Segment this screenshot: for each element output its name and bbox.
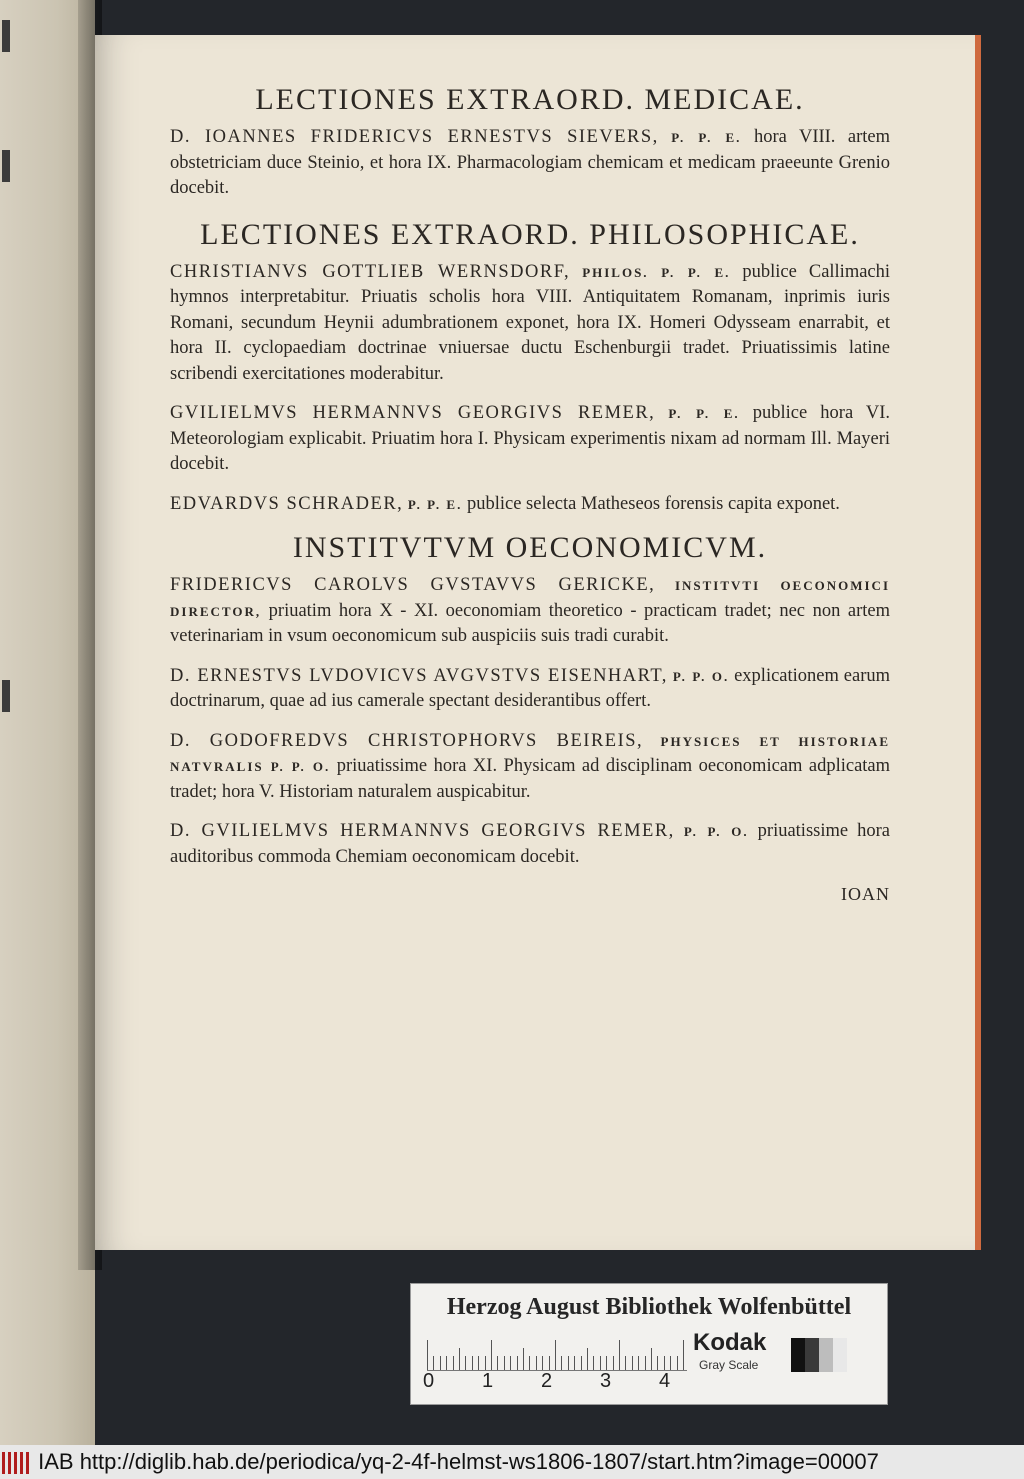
ruler-baseline (427, 1370, 687, 1371)
url-bar (0, 1445, 1024, 1479)
entry-title: PHYSICES ET HISTORIAE NATVRALIS P. P. O. (170, 733, 890, 774)
entry-gericke (170, 573, 890, 650)
ruler-tick (433, 1356, 434, 1370)
kodak-subtitle: Gray Scale (699, 1358, 759, 1372)
ruler-tick (677, 1356, 678, 1370)
ruler-tick (497, 1356, 498, 1370)
gray-swatch (805, 1338, 819, 1372)
ruler-tick (600, 1356, 601, 1370)
ruler-tick (657, 1356, 658, 1370)
ruler-tick (491, 1340, 492, 1370)
entry-title: P. P. O. (683, 824, 749, 839)
gray-swatch (819, 1338, 833, 1372)
ruler-tick (459, 1348, 460, 1370)
entry-text: priuatissime hora auditoribus commoda Chemiam oeconomicam docebit. (170, 821, 891, 867)
ruler-tick (542, 1356, 543, 1370)
library-name: Herzog August Bibliothek Wolfenbüttel (446, 1294, 852, 1320)
entry-name: FRIDERICVS CAROLVS GVSTAVVS GERICKE, (170, 575, 656, 595)
ruler-tick (619, 1340, 620, 1370)
ruler-tick (581, 1356, 582, 1370)
page-content (170, 83, 890, 905)
library-label-card (410, 1283, 888, 1405)
entry-name: D. GVILIELMVS HERMANNVS GEORGIVS REMER, (170, 821, 675, 841)
ruler-tick (606, 1356, 607, 1370)
ruler-tick (638, 1356, 639, 1370)
entry-name: CHRISTIANVS GOTTLIEB WERNSDORF, (170, 261, 571, 282)
ruler-tick (555, 1340, 556, 1370)
entry-remer-chemistry (170, 819, 890, 870)
ruler-tick (536, 1356, 537, 1370)
scale-number: 0 (423, 1370, 435, 1392)
entry-text: hora VIII. artem obstetriciam duce Steinio, et hora IX. Pharmacologiam chemicam et medicam praeeunte Grenio docebit. (170, 127, 891, 198)
entry-title: P. P. E. (668, 406, 740, 421)
scan-mark (2, 680, 10, 712)
entry-name: D. IOANNES FRIDERICVS ERNESTVS SIEVERS, (170, 127, 659, 147)
entry-wernsdorf (170, 260, 890, 388)
entry-title: P. P. O. (672, 668, 730, 684)
ruler-tick (472, 1356, 473, 1370)
ruler-tick (593, 1356, 594, 1370)
ruler-tick (440, 1356, 441, 1370)
scale-number: 1 (482, 1370, 494, 1392)
ruler-tick (446, 1356, 447, 1370)
ruler-tick (651, 1348, 652, 1370)
gray-swatch (791, 1338, 805, 1372)
ruler-tick (645, 1356, 646, 1370)
section-heading-philosophicae: LECTIONES EXTRAORD. PHILOSOPHICAE. (200, 217, 860, 251)
document-page (95, 35, 981, 1250)
entry-remer-physics (170, 401, 890, 478)
ruler-tick (549, 1356, 550, 1370)
entry-title: INSTITVTI OECONOMICI DIRECTOR, (170, 578, 891, 619)
entry-name: GVILIELMVS HERMANNVS GEORGIVS REMER, (170, 403, 656, 423)
ruler-tick (664, 1356, 665, 1370)
entry-title: P. P. E. (671, 130, 742, 145)
section-heading-oeconomicum: INSTITVTVM OECONOMICVM. (292, 531, 768, 564)
entry-beireis (170, 729, 890, 806)
ruler-tick (670, 1356, 671, 1370)
gray-swatch (833, 1338, 847, 1372)
ruler-tick (529, 1356, 530, 1370)
ruler-tick (510, 1356, 511, 1370)
ruler-tick (683, 1340, 684, 1370)
ruler-tick (523, 1348, 524, 1370)
ruler-tick (568, 1356, 569, 1370)
entry-name: D. ERNESTVS LVDOVICVS AVGVSTVS EISENHART, (170, 665, 668, 686)
scale-number: 2 (541, 1370, 553, 1392)
ruler-tick (625, 1356, 626, 1370)
entry-name: EDVARDVS SCHRADER, (170, 493, 404, 514)
ruler-tick (613, 1356, 614, 1370)
ruler-tick (465, 1356, 466, 1370)
scan-mark (2, 150, 10, 182)
scan-mark (2, 20, 10, 52)
entry-text: publice hora VI. Meteorologiam explicabit. Priuatim hora I. Physicam experimentis nixam ad normam Ill. Mayeri docebit. (170, 403, 891, 474)
entry-text: explicationem earum doctrinarum, quae ad ius camerale spectant desiderantibus offert. (170, 665, 890, 711)
url-text: IAB http://diglib.hab.de/periodica/yq-2-4f-helmst-ws1806-1807/start.htm?image=00007 (38, 1449, 879, 1474)
ruler-tick (632, 1356, 633, 1370)
ruler-tick (453, 1356, 454, 1370)
entry-text: priuatim hora X - XI. oeconomiam theoretico - practicam tradet; nec non artem veterinariam in vsum oeconomicum sub auspiciis suis tradi curabit. (170, 600, 890, 646)
catchword: IOAN (841, 884, 890, 904)
scale-number: 3 (600, 1370, 612, 1392)
ruler-tick (517, 1356, 518, 1370)
ruler-tick (587, 1348, 588, 1370)
entry-sievers (170, 125, 890, 202)
entry-title: P. P. E. (407, 496, 463, 512)
entry-title: PHILOS. P. P. E. (582, 264, 731, 280)
ruler-tick (485, 1356, 486, 1370)
entry-text: publice selecta Matheseos forensis capita exponet. (466, 493, 840, 514)
entry-text: priuatissime hora XI. Physicam ad disciplinam oeconomicam adplicatam tradet; hora V. Historiam naturalem auspicabitur. (170, 756, 891, 802)
scale-number: 4 (659, 1370, 671, 1392)
ruler-tick (427, 1340, 428, 1370)
ruler-tick (504, 1356, 505, 1370)
kodak-logo-text: Kodak (693, 1329, 767, 1356)
color-bar-icon (2, 1452, 32, 1474)
entry-schrader (170, 492, 890, 518)
entry-text: publice Callimachi hymnos interpretabitur. Priuatis scholis hora VIII. Antiquitatem Romanam, inprimis iuris Romani, secundum Heynii adumbrationem exponet, hora IX. Homeri Odysseam enarrabit, et hora II. cyclopaediam doctrinae vniuersae ductu Eschenburgii tradet. Priuatissimis latine scribendi exercitationes moderabitur. (170, 261, 891, 384)
ruler-tick (574, 1356, 575, 1370)
scale-ruler (427, 1334, 689, 1374)
ruler-tick (478, 1356, 479, 1370)
entry-eisenhart (170, 664, 890, 715)
section-heading-medicae: LECTIONES EXTRAORD. MEDICAE. (255, 83, 805, 116)
ruler-tick (561, 1356, 562, 1370)
entry-name: D. GODOFREDVS CHRISTOPHORVS BEIREIS, (170, 730, 644, 751)
